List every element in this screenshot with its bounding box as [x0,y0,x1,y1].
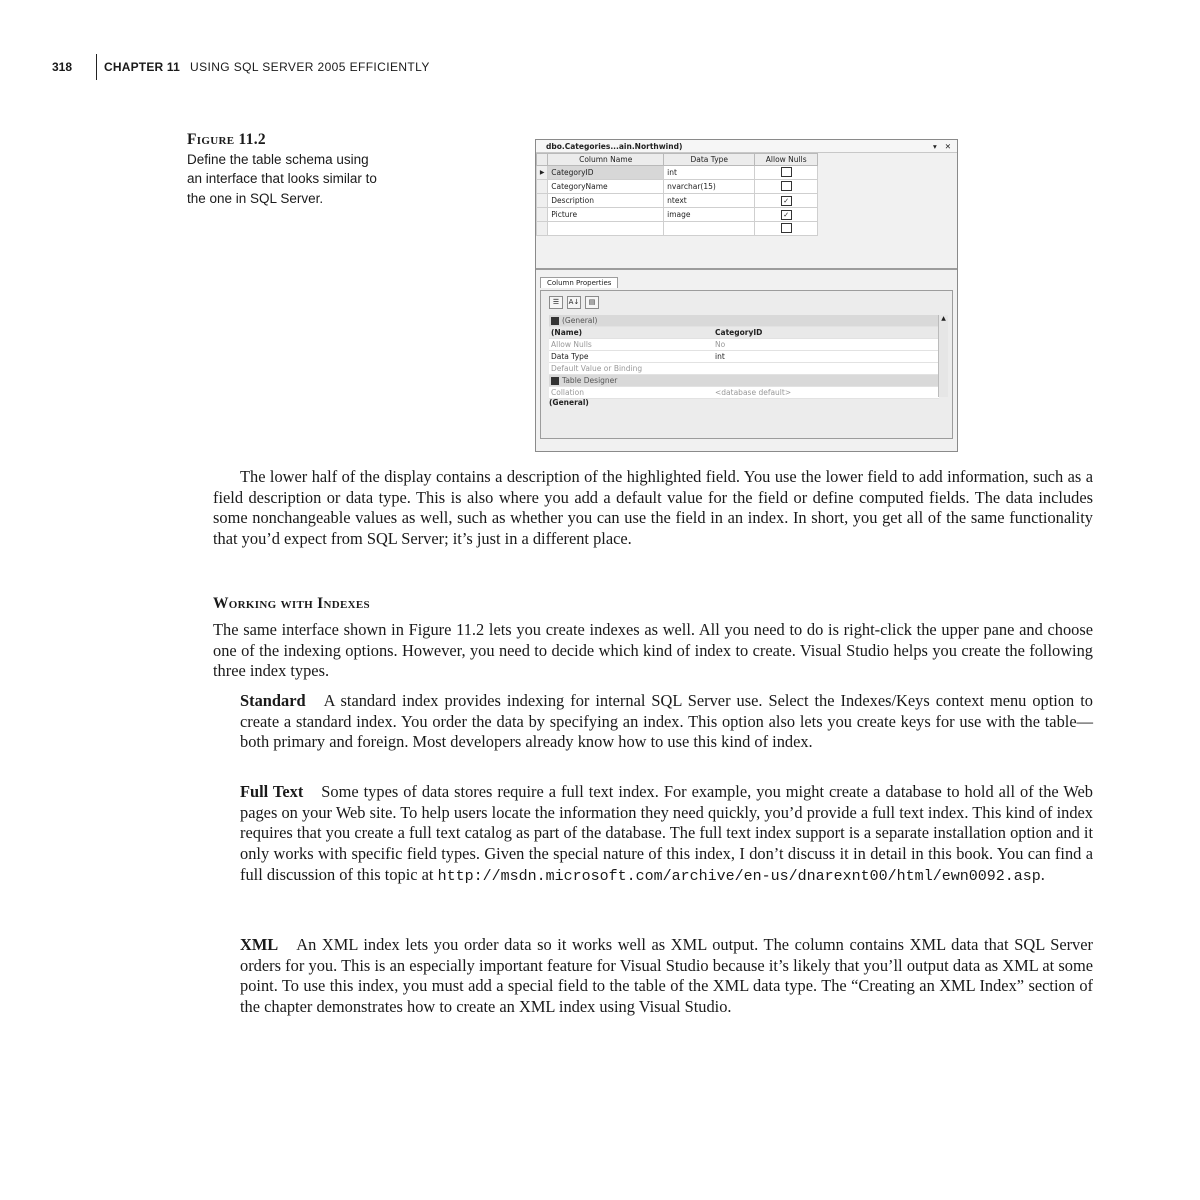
xml-term: XML [240,935,279,954]
property-grid [549,315,939,399]
property-value[interactable] [713,363,939,375]
xml-description: An XML index lets you order data so it works well as XML output. The column contains XML data that SQL Server orders for you. This is an especially important feature for Visual Studio because it’s likely that you’ll output data as XML at some point. To use this index, you must add a special field to the table of the XML data type. The “Creating an XML Index” section of the chapter demonstrates how to create an XML index using Visual Studio. [240,935,1093,1017]
property-value[interactable]: CategoryID [713,327,939,339]
property-value[interactable]: No [713,339,939,351]
column-name-cell[interactable]: CategoryID [548,166,664,180]
tab-column-properties[interactable]: Column Properties [540,277,618,288]
allow-nulls-checkbox[interactable]: ✓ [781,210,792,220]
xml-index-entry [240,935,1093,1018]
table-row[interactable] [537,222,818,236]
row-selector-icon[interactable] [537,180,548,194]
property-category-label: Table Designer [562,376,618,385]
property-value[interactable]: int [713,351,939,363]
column-name-cell[interactable]: Picture [548,208,664,222]
table-row[interactable] [537,194,818,208]
dropdown-icon[interactable]: ▾ [932,141,937,151]
row-selector-icon[interactable] [537,194,548,208]
column-properties-panel [540,290,953,439]
column-name-header: Column Name [548,154,664,166]
standard-index-entry [240,691,1093,753]
full-text-index-entry [240,782,1093,888]
row-header-corner [537,154,548,166]
property-category[interactable] [549,315,939,327]
data-type-cell[interactable]: nvarchar(15) [664,180,755,194]
data-type-cell[interactable] [664,222,755,236]
table-row[interactable] [537,166,818,180]
column-name-cell[interactable]: CategoryName [548,180,664,194]
property-pages-icon[interactable]: ▤ [585,296,599,309]
property-value[interactable]: <database default> [713,387,939,399]
allow-nulls-checkbox[interactable] [781,167,792,177]
column-grid [536,153,818,236]
property-category-label: (General) [562,316,598,325]
section-heading: Working with Indexes [213,595,370,612]
property-key: Data Type [549,351,713,363]
categorized-icon[interactable]: ☰ [549,296,563,309]
property-row[interactable] [549,387,939,399]
property-row[interactable] [549,327,939,339]
collapse-icon[interactable] [551,377,559,385]
property-key: Allow Nulls [549,339,713,351]
allow-nulls-checkbox[interactable] [781,181,792,191]
standard-description: A standard index provides indexing for internal SQL Server use. Select the Indexes/Keys context menu option to create a standard index. You order the data by specifying an index. This option also lets you create keys for use with the table—both primary and foreign. Most developers already know how to use this kind of index. [240,691,1093,752]
property-description: (General) [549,398,589,407]
body-paragraph-2: The same interface shown in Figure 11.2 lets you create indexes as well. All you need to do is right-click the upper pane and choose one of the indexing options. However, you need to decide which kind of index to create. Visual Studio helps you create the following three index types. [213,620,1093,681]
header-divider [96,54,97,80]
property-category[interactable] [549,375,939,387]
full-text-term: Full Text [240,782,304,801]
row-selector-icon[interactable] [537,208,548,222]
pane-splitter[interactable] [536,268,957,270]
chapter-title: USING SQL SERVER 2005 EFFICIENTLY [190,60,430,74]
table-row[interactable] [537,208,818,222]
table-designer-screenshot [535,139,958,452]
properties-toolbar [549,296,599,309]
allow-nulls-header: Allow Nulls [755,154,818,166]
data-type-header: Data Type [664,154,755,166]
chapter-label: CHAPTER 11 [104,60,181,74]
full-text-end: . [1040,864,1045,884]
allow-nulls-checkbox[interactable]: ✓ [781,196,792,206]
figure-label: Figure 11.2 [187,131,266,148]
page-number: 318 [52,60,73,74]
figure-caption [187,130,387,208]
msdn-link[interactable]: http://msdn.microsoft.com/archive/en-us/dnarexnt00/html/ewn0092.asp [437,867,1041,885]
body-paragraph-1: The lower half of the display contains a description of the highlighted field. You use the lower field to add information, such as a field description or data type. This is also where you add a default value for the field or define computed fields. The data includes some nonchangeable values as well, such as whether you can use the field in an index. In short, you get all of the same functionality that you’d expect from SQL Server; it’s just in a different place. [213,467,1093,549]
collapse-icon[interactable] [551,317,559,325]
property-row[interactable] [549,339,939,351]
running-header [52,54,430,80]
full-text-description: Some types of data stores require a full text index. For example, you might create a database to hold all of the Web pages on your Web site. To help users locate the information they need quickly, you’d provide a full text index. This kind of index requires that you create a full text catalog as part of the database. The full text index support is a separate installation option and it only works with specific field types. Given the special nature of this index, I don’t discuss it in detail in this book. You can find a full discussion of this topic at [240,782,1093,884]
property-key: (Name) [549,327,713,339]
data-type-cell[interactable]: ntext [664,194,755,208]
row-selector-icon[interactable] [537,222,548,236]
property-row[interactable] [549,363,939,375]
designer-title-bar [536,140,957,153]
properties-scrollbar[interactable]: ▲ [938,315,948,397]
row-selector-icon[interactable]: ▶ [537,166,548,180]
column-name-cell[interactable]: Description [548,194,664,208]
standard-term: Standard [240,691,306,710]
allow-nulls-checkbox[interactable] [781,223,792,233]
property-row[interactable] [549,351,939,363]
data-type-cell[interactable]: image [664,208,755,222]
table-row[interactable] [537,180,818,194]
data-type-cell[interactable]: int [664,166,755,180]
sort-alphabetical-icon[interactable]: A↓ [567,296,581,309]
property-key: Default Value or Binding [549,363,713,375]
column-name-cell[interactable] [548,222,664,236]
figure-caption-text: Define the table schema using an interface that looks similar to the one in SQL Server. [187,151,377,206]
property-key: Collation [549,387,713,399]
designer-tab-title[interactable]: dbo.Categories...ain.Northwind) [546,141,683,151]
close-icon[interactable]: ✕ [944,141,951,151]
